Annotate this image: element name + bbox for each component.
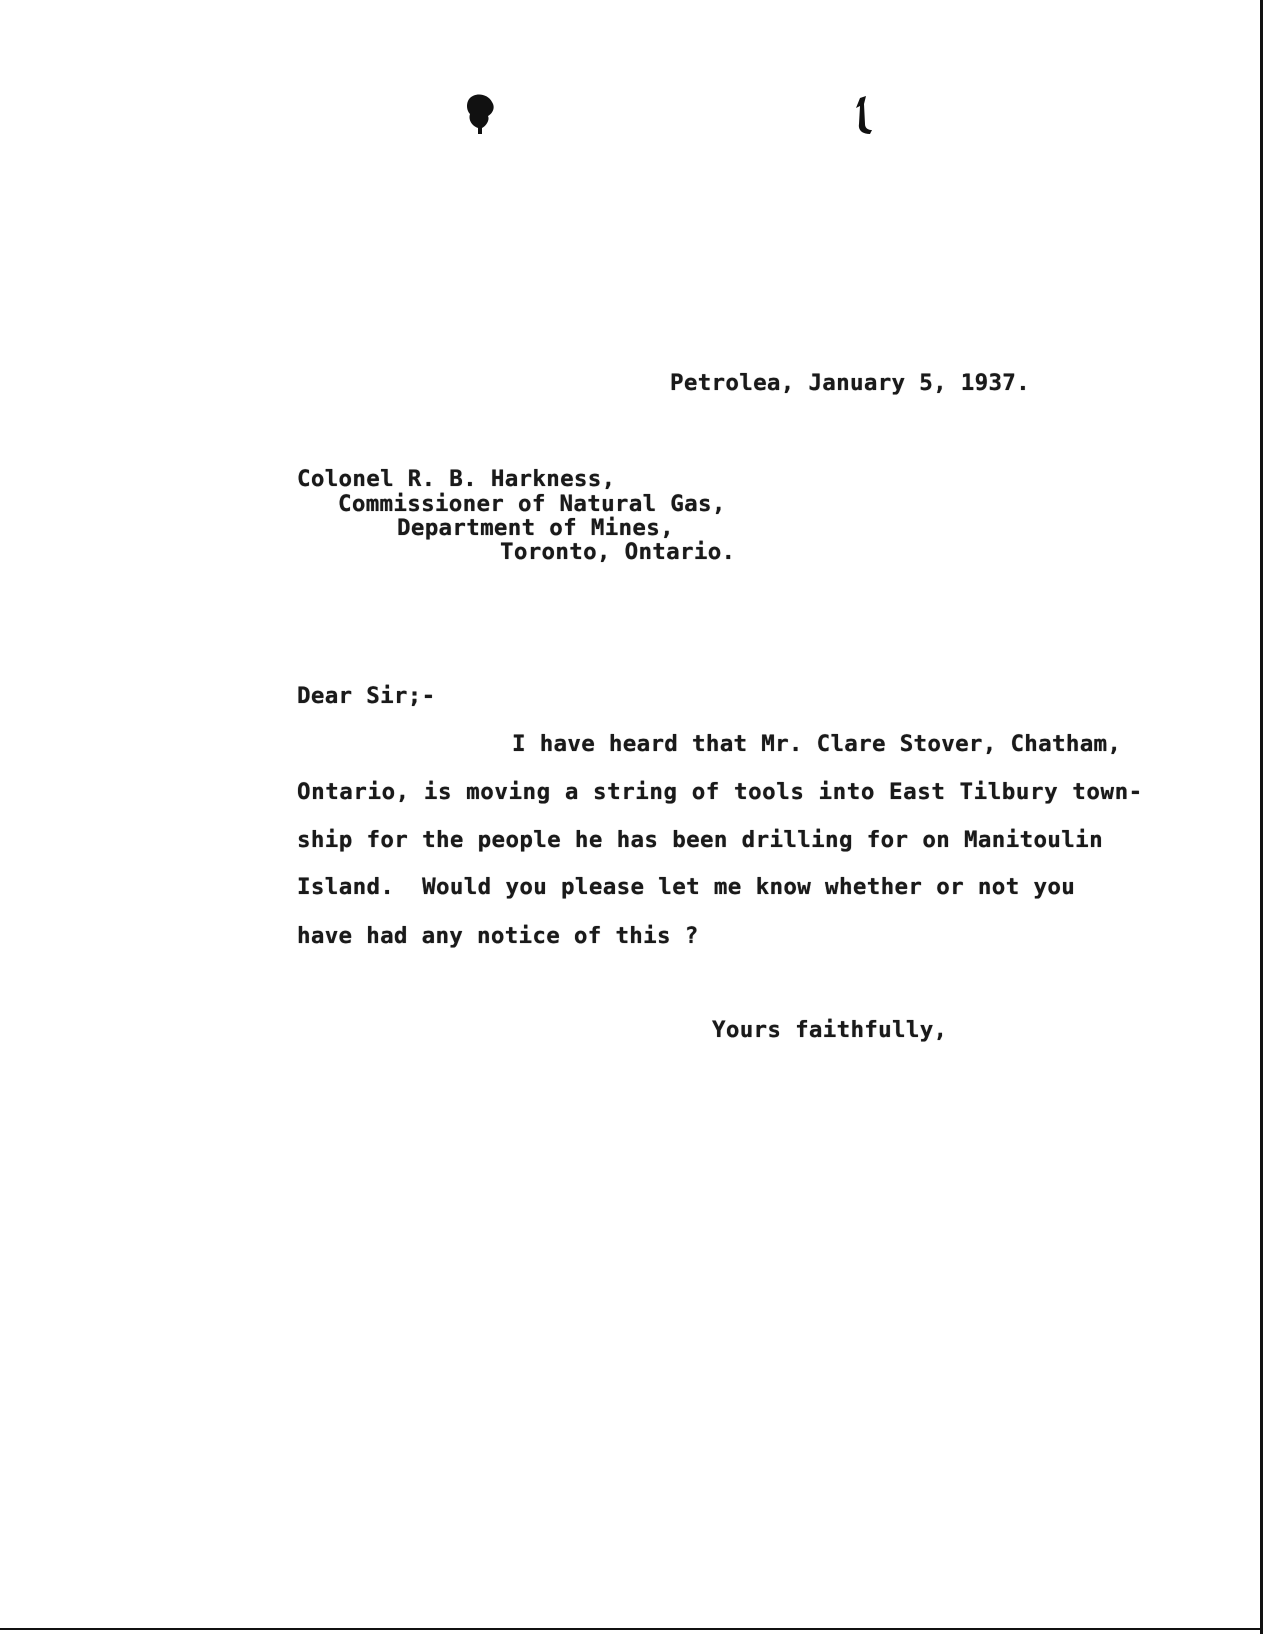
scan-bottom-edge (0, 1628, 1263, 1630)
recipient-title: Commissioner of Natural Gas, (338, 491, 726, 517)
place-date: Petrolea, January 5, 1937. (670, 370, 1030, 396)
recipient-city: Toronto, Ontario. (500, 539, 736, 565)
salutation: Dear Sir;- (297, 683, 436, 709)
body-line-5: have had any notice of this ? (297, 923, 699, 949)
body-line-4: Island. Would you please let me know whether or not you (297, 874, 1076, 900)
recipient-department: Department of Mines, (397, 515, 674, 541)
ink-mark-right (852, 94, 874, 136)
body-line-3: ship for the people he has been drilling for on Manitoulin (297, 827, 1103, 853)
closing: Yours faithfully, (712, 1017, 948, 1043)
body-line-2: Ontario, is moving a string of tools into East Tilbury town- (297, 779, 1143, 805)
recipient-name: Colonel R. B. Harkness, (297, 466, 616, 492)
body-line-1: I have heard that Mr. Clare Stover, Chatham, (512, 731, 1122, 757)
ink-blot-left (462, 92, 500, 136)
